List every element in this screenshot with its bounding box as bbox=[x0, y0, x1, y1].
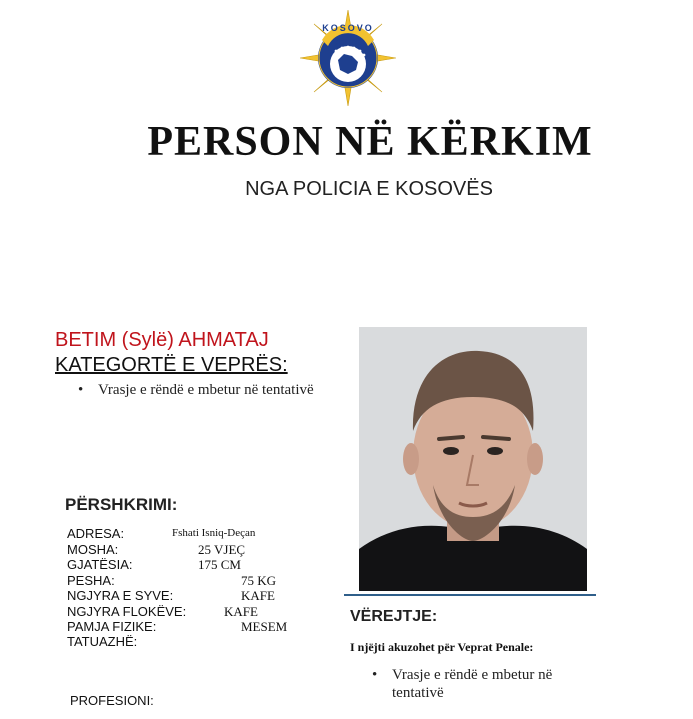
hair-color-label: NGJYRA FLOKËVE: bbox=[67, 604, 187, 619]
age-label: MOSHA: bbox=[67, 542, 119, 557]
category-item bbox=[78, 381, 318, 399]
address-label: ADRESA: bbox=[67, 526, 125, 541]
category-text: Vrasje e rëndë e mbetur në tentativë bbox=[98, 382, 314, 398]
tattoo-label: TATUAZHË: bbox=[67, 634, 138, 649]
suspect-photo bbox=[359, 327, 587, 591]
height-label: GJATËSIA: bbox=[67, 557, 133, 572]
build-label: PAMJA FIZIKE: bbox=[67, 619, 157, 634]
address-value: Fshati Isniq-Deçan bbox=[172, 527, 256, 539]
remarks-subheading: I njëjti akuzohet për Veprat Penale: bbox=[350, 640, 534, 654]
height-value: 175 CM bbox=[198, 557, 241, 572]
eye-color-value: KAFE bbox=[241, 588, 275, 603]
bullet-icon: • bbox=[78, 382, 84, 398]
hair-color-value: KAFE bbox=[224, 604, 258, 619]
description-table bbox=[67, 526, 367, 656]
weight-label: PESHA: bbox=[67, 573, 115, 588]
kosovo-police-logo bbox=[300, 10, 396, 106]
age-value: 25 VJEÇ bbox=[198, 542, 246, 557]
section-divider bbox=[344, 594, 596, 596]
police-badge-icon bbox=[300, 10, 396, 106]
weight-value: 75 KG bbox=[241, 573, 277, 588]
suspect-portrait-icon bbox=[359, 327, 587, 591]
build-value: MESEM bbox=[241, 619, 288, 634]
bullet-icon: • bbox=[372, 667, 378, 683]
remarks-item-text: Vrasje e rëndë e mbetur në tentativë bbox=[392, 667, 553, 701]
page-subtitle: NGA POLICIA E KOSOVËS bbox=[245, 178, 493, 200]
logo-arc-text: KOSOVO bbox=[322, 23, 374, 33]
logo-band-text: POLICE bbox=[334, 40, 362, 47]
remarks-item bbox=[372, 666, 602, 702]
remarks-heading: VËREJTJE: bbox=[350, 608, 438, 625]
categories-heading: KATEGORTË E VEPRËS: bbox=[55, 354, 288, 376]
person-name: BETIM (Sylë) AHMATAJ bbox=[55, 329, 269, 351]
description-heading: PËRSHKRIMI: bbox=[65, 495, 178, 514]
profession-label: PROFESIONI: bbox=[70, 693, 154, 708]
page-title: PERSON NË KËRKIM bbox=[147, 119, 593, 165]
eye-color-label: NGJYRA E SYVE: bbox=[67, 588, 174, 603]
